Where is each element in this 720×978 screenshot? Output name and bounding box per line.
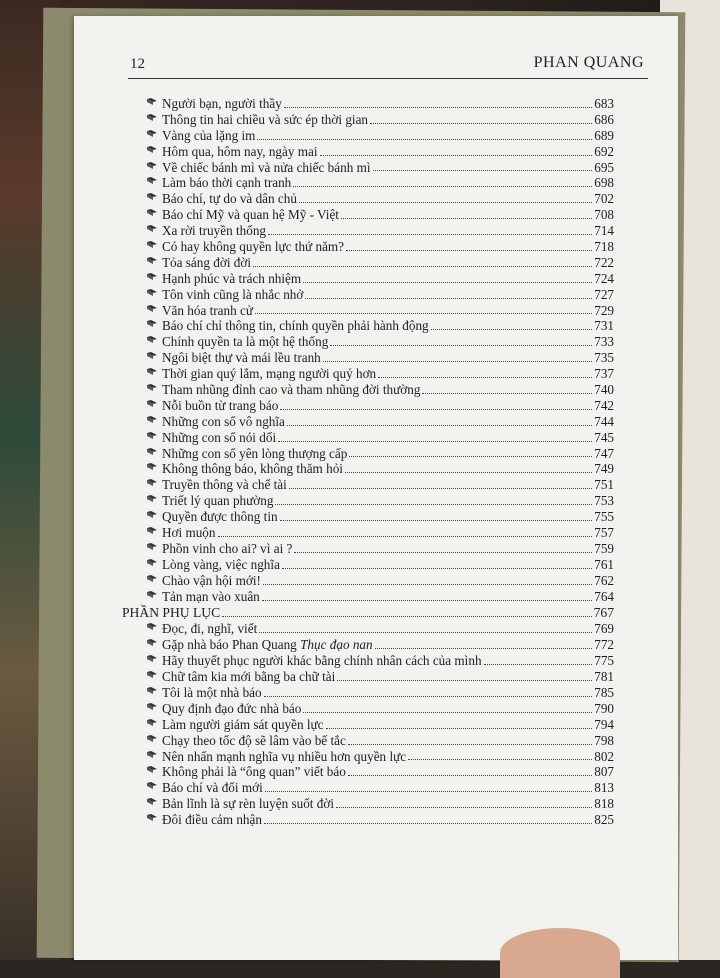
scroll-icon	[146, 541, 160, 557]
running-head-author: PHAN QUANG	[533, 54, 644, 71]
scroll-icon	[146, 430, 160, 446]
dot-leader	[422, 392, 592, 394]
toc-entry-page: 733	[594, 334, 614, 350]
scroll-icon	[146, 669, 160, 685]
toc-entry-page: 683	[594, 95, 614, 111]
toc-entry	[122, 812, 614, 828]
dot-leader	[282, 567, 592, 569]
scroll-icon	[146, 318, 160, 334]
toc-entry	[122, 685, 614, 701]
scroll-icon	[146, 239, 160, 255]
dot-leader	[348, 774, 592, 776]
toc-entry	[122, 493, 614, 509]
toc-entry	[122, 128, 614, 144]
toc-entry	[122, 669, 614, 685]
toc-entry-title: Nỗi buồn từ trang báo	[162, 397, 279, 413]
dot-leader	[280, 408, 592, 410]
toc-entry-title: Xa rời truyền thống	[162, 223, 267, 239]
scroll-icon	[146, 382, 160, 398]
toc-entry-title: Triết lý quan phường	[162, 493, 274, 509]
scroll-icon	[146, 303, 160, 319]
toc-entry-title: Làm người giám sát quyền lực	[162, 716, 324, 732]
scroll-icon	[146, 733, 160, 749]
toc-entry-page: 767	[593, 605, 614, 621]
toc-entry-title: Quy định đạo đức nhà báo	[162, 700, 302, 716]
toc-entry-page: 702	[594, 191, 614, 207]
scroll-icon	[146, 207, 160, 223]
scroll-icon	[146, 589, 160, 605]
toc-entry-title: Người bạn, người thầy	[162, 95, 282, 111]
scroll-icon	[146, 812, 160, 828]
toc-entry-page: 695	[594, 159, 614, 175]
scroll-icon	[146, 764, 160, 780]
dot-leader	[299, 201, 592, 203]
dot-leader	[305, 297, 592, 299]
toc-entry-title: Những con số yên lòng thượng cấp	[162, 445, 348, 461]
toc-entry	[122, 573, 614, 589]
toc-entry-page: 689	[594, 127, 614, 143]
toc-entry	[122, 780, 614, 796]
toc-entry-page: 802	[594, 748, 614, 764]
toc-entry-page: 727	[594, 286, 614, 302]
toc-entry-page: 761	[594, 556, 614, 572]
toc-entry	[122, 461, 614, 477]
toc-entry	[122, 318, 614, 334]
toc-entry	[122, 96, 614, 112]
toc-entry-title: Báo chí và đổi mới	[162, 780, 263, 796]
toc-entry	[122, 255, 614, 271]
scroll-icon	[146, 493, 160, 509]
scroll-icon	[146, 477, 160, 493]
dot-leader	[257, 138, 592, 140]
toc-entry	[122, 653, 614, 669]
dot-leader	[323, 360, 592, 362]
toc-entry-page: 692	[594, 143, 614, 159]
dot-leader	[294, 551, 592, 553]
scroll-icon	[146, 780, 160, 796]
toc-section	[122, 606, 614, 622]
toc-entry-title: Hãy thuyết phục người khác bằng chính nhân cách của mình	[162, 653, 482, 669]
toc-entry-title: Có hay không quyền lực thứ năm?	[162, 239, 345, 254]
toc-entry-page: 798	[594, 732, 614, 748]
toc-entry	[122, 382, 614, 398]
toc-entry-title: Truyền thông và chế tài	[162, 477, 287, 493]
dot-leader	[375, 647, 593, 649]
dot-leader	[264, 822, 592, 824]
scroll-icon	[146, 366, 160, 382]
toc-entry-page: 698	[594, 175, 614, 191]
toc-entry-page: 764	[594, 588, 614, 604]
toc-entry	[122, 733, 614, 749]
dot-leader	[262, 599, 592, 601]
toc-entry-page: 731	[594, 318, 614, 334]
scroll-icon	[146, 701, 160, 717]
dot-leader	[341, 217, 592, 219]
toc-entry-title: Tôn vinh cũng là nhắc nhở	[162, 286, 304, 302]
dot-leader	[345, 471, 592, 473]
dot-leader	[268, 233, 592, 235]
toc-entry-title: Ngôi biệt thự và mái lều tranh	[162, 350, 321, 366]
dot-leader	[336, 806, 592, 808]
toc-entry-title: Bản lĩnh là sự rèn luyện suốt đời	[162, 796, 334, 812]
scroll-icon	[146, 573, 160, 589]
toc-entry	[122, 239, 614, 255]
dot-leader	[259, 631, 592, 633]
toc-entry-page: 686	[594, 111, 614, 127]
toc-entry-page: 769	[594, 621, 614, 637]
scroll-icon	[146, 96, 160, 112]
toc-entry	[122, 207, 614, 223]
dot-leader	[287, 424, 592, 426]
scroll-icon	[146, 112, 160, 128]
toc-entry-title: Hơi muộn	[162, 525, 216, 541]
toc-entry-title: Đôi điều cảm nhận	[162, 812, 262, 828]
toc-entry-page: 718	[594, 239, 614, 254]
toc-entry-title: Tôi là một nhà báo	[162, 684, 262, 700]
page-number: 12	[130, 56, 145, 72]
scroll-icon	[146, 717, 160, 733]
toc-entry-page: 775	[594, 653, 614, 669]
toc-entry-page: 729	[594, 302, 614, 318]
dot-leader	[265, 790, 592, 792]
dot-leader	[373, 169, 593, 171]
toc-entry	[122, 637, 614, 653]
scroll-icon	[146, 271, 160, 287]
dot-leader	[278, 440, 592, 442]
toc-entry	[122, 223, 614, 239]
toc-entry	[122, 541, 614, 557]
toc-entry	[122, 350, 614, 366]
toc-entry-page: 722	[594, 254, 614, 270]
toc-entry-title: Văn hóa tranh cử	[162, 302, 253, 318]
dot-leader	[264, 695, 593, 697]
toc-entry	[122, 717, 614, 733]
toc-entry-title: Vàng của lặng im	[162, 127, 256, 143]
toc-entry-title: Báo chí chỉ thông tin, chính quyền phải hành động	[162, 318, 429, 334]
toc-entry-title: Không thông báo, không thăm hỏi	[162, 461, 343, 477]
dot-leader	[346, 249, 592, 251]
dot-leader	[320, 154, 593, 156]
toc-entry-title: Chữ tâm kia mới bằng ba chữ tài	[162, 669, 336, 685]
scroll-icon	[146, 414, 160, 430]
toc-entry-title: PHẦN PHỤ LỤC	[122, 605, 221, 621]
toc-entry-title: Tản mạn vào xuân	[162, 588, 260, 604]
dot-leader	[293, 185, 592, 187]
scroll-icon	[146, 334, 160, 350]
dot-leader	[330, 344, 592, 346]
scroll-icon	[146, 461, 160, 477]
table-of-contents	[122, 96, 614, 828]
scroll-icon	[146, 749, 160, 765]
toc-entry	[122, 175, 614, 191]
toc-entry-page: 759	[594, 540, 614, 556]
dot-leader	[378, 376, 592, 378]
dot-leader	[370, 122, 592, 124]
toc-entry-page: 818	[594, 796, 614, 812]
thumb	[500, 928, 620, 978]
dot-leader	[484, 663, 593, 665]
toc-entry	[122, 621, 614, 637]
toc-entry-title: Tham nhũng đỉnh cao và tham nhũng đời thường	[162, 382, 421, 398]
toc-entry-page: 744	[594, 413, 614, 429]
toc-entry-page: 749	[594, 461, 614, 477]
toc-entry-title: Báo chí Mỹ và quan hệ Mỹ - Việt	[162, 207, 339, 223]
toc-entry-title: Làm báo thời cạnh tranh	[162, 175, 292, 191]
toc-entry-title: Tỏa sáng đời đời	[162, 254, 252, 270]
toc-entry-page: 745	[594, 429, 614, 445]
toc-entry-title: Thông tin hai chiều và sức ép thời gian	[162, 111, 369, 127]
toc-entry-page: 735	[594, 350, 614, 366]
toc-entry-title: Nên nhấn mạnh nghĩa vụ nhiều hơn quyền lực	[162, 748, 407, 764]
toc-entry-title: Lòng vàng, việc nghĩa	[162, 556, 280, 572]
toc-entry-page: 740	[594, 382, 614, 398]
scroll-icon	[146, 160, 160, 176]
toc-entry-page: 813	[594, 780, 614, 796]
toc-entry	[122, 477, 614, 493]
toc-entry-title: Chạy theo tốc độ sẽ lâm vào bế tắc	[162, 732, 346, 748]
toc-entry-page: 742	[594, 397, 614, 413]
toc-entry-title: Hôm qua, hôm nay, ngày mai	[162, 143, 318, 159]
dot-leader	[284, 106, 592, 108]
dot-leader	[431, 328, 593, 330]
scroll-icon	[146, 446, 160, 462]
scroll-icon	[146, 398, 160, 414]
toc-entry-title: Đọc, đi, nghĩ, viết	[162, 621, 258, 637]
dot-leader	[218, 535, 593, 537]
dot-leader	[289, 487, 592, 489]
scroll-icon	[146, 191, 160, 207]
toc-entry-title: Không phải là “ông quan” viết báo	[162, 764, 346, 780]
scroll-icon	[146, 175, 160, 191]
dot-leader	[263, 583, 592, 585]
toc-entry	[122, 287, 614, 303]
toc-entry	[122, 509, 614, 525]
toc-entry-page: 772	[594, 637, 614, 653]
toc-entry-title: Phồn vinh cho ai? vì ai ?	[162, 540, 293, 556]
page-header	[128, 54, 648, 79]
toc-entry	[122, 334, 614, 350]
toc-entry-page: 807	[594, 764, 614, 780]
toc-entry-page: 794	[594, 716, 614, 732]
toc-entry-title: Hạnh phúc và trách nhiệm	[162, 270, 302, 286]
dot-leader	[303, 711, 592, 713]
scroll-icon	[146, 255, 160, 271]
toc-entry-title: Những con số vô nghĩa	[162, 413, 285, 429]
toc-entry-title: Những con số nói dối	[162, 429, 277, 445]
toc-entry-page: 737	[594, 366, 614, 382]
scroll-icon	[146, 653, 160, 669]
toc-entry	[122, 430, 614, 446]
scroll-icon	[146, 287, 160, 303]
toc-entry-page: 708	[594, 207, 614, 223]
dot-leader	[303, 281, 592, 283]
toc-entry-page: 781	[594, 669, 614, 685]
scroll-icon	[146, 621, 160, 637]
dot-leader	[337, 679, 592, 681]
dot-leader	[222, 615, 591, 617]
toc-entry-title-italic: Thục đạo nan	[300, 637, 373, 653]
toc-entry-title: Về chiếc bánh mì và nửa chiếc bánh mì	[162, 159, 371, 175]
toc-entry-page: 825	[594, 812, 614, 828]
toc-entry	[122, 398, 614, 414]
dot-leader	[348, 743, 592, 745]
scroll-icon	[146, 796, 160, 812]
scroll-icon	[146, 223, 160, 239]
toc-entry-page: 755	[594, 509, 614, 525]
toc-entry-page: 751	[594, 477, 614, 493]
scroll-icon	[146, 685, 160, 701]
toc-entry-page: 790	[594, 700, 614, 716]
toc-entry	[122, 701, 614, 717]
toc-entry	[122, 796, 614, 812]
dot-leader	[326, 727, 593, 729]
toc-entry	[122, 557, 614, 573]
toc-entry-page: 753	[594, 493, 614, 509]
toc-entry-page: 757	[594, 525, 614, 541]
toc-entry-page: 714	[594, 223, 614, 239]
scroll-icon	[146, 144, 160, 160]
toc-entry	[122, 160, 614, 176]
toc-entry-title: Quyền được thông tin	[162, 509, 278, 525]
dot-leader	[253, 265, 592, 267]
toc-entry	[122, 112, 614, 128]
toc-entry-page: 747	[594, 445, 614, 461]
toc-entry-title: Gặp nhà báo Phan Quang Thục đạo nan	[162, 637, 373, 653]
dot-leader	[280, 519, 593, 521]
toc-entry	[122, 303, 614, 319]
toc-entry	[122, 525, 614, 541]
scroll-icon	[146, 525, 160, 541]
toc-entry-page: 724	[594, 270, 614, 286]
toc-entry-title: Thời gian quý lắm, mạng người quý hơn	[162, 366, 377, 382]
scroll-icon	[146, 509, 160, 525]
toc-entry	[122, 191, 614, 207]
toc-entry	[122, 271, 614, 287]
toc-entry	[122, 414, 614, 430]
toc-entry-title: Chào vận hội mới!	[162, 572, 261, 588]
toc-entry	[122, 764, 614, 780]
toc-entry-page: 762	[594, 572, 614, 588]
scroll-icon	[146, 350, 160, 366]
toc-entry-title: Báo chí, tự do và dân chủ	[162, 191, 297, 207]
dot-leader	[408, 758, 592, 760]
scroll-icon	[146, 128, 160, 144]
dot-leader	[275, 503, 592, 505]
book-page	[74, 16, 678, 960]
toc-entry	[122, 366, 614, 382]
toc-entry	[122, 749, 614, 765]
dot-leader	[255, 312, 592, 314]
toc-entry	[122, 144, 614, 160]
toc-entry	[122, 446, 614, 462]
scroll-icon	[146, 557, 160, 573]
toc-entry	[122, 589, 614, 605]
dot-leader	[349, 455, 592, 457]
toc-entry-title: Chính quyền ta là một hệ thống	[162, 334, 329, 350]
toc-entry-page: 785	[594, 684, 614, 700]
scroll-icon	[146, 637, 160, 653]
